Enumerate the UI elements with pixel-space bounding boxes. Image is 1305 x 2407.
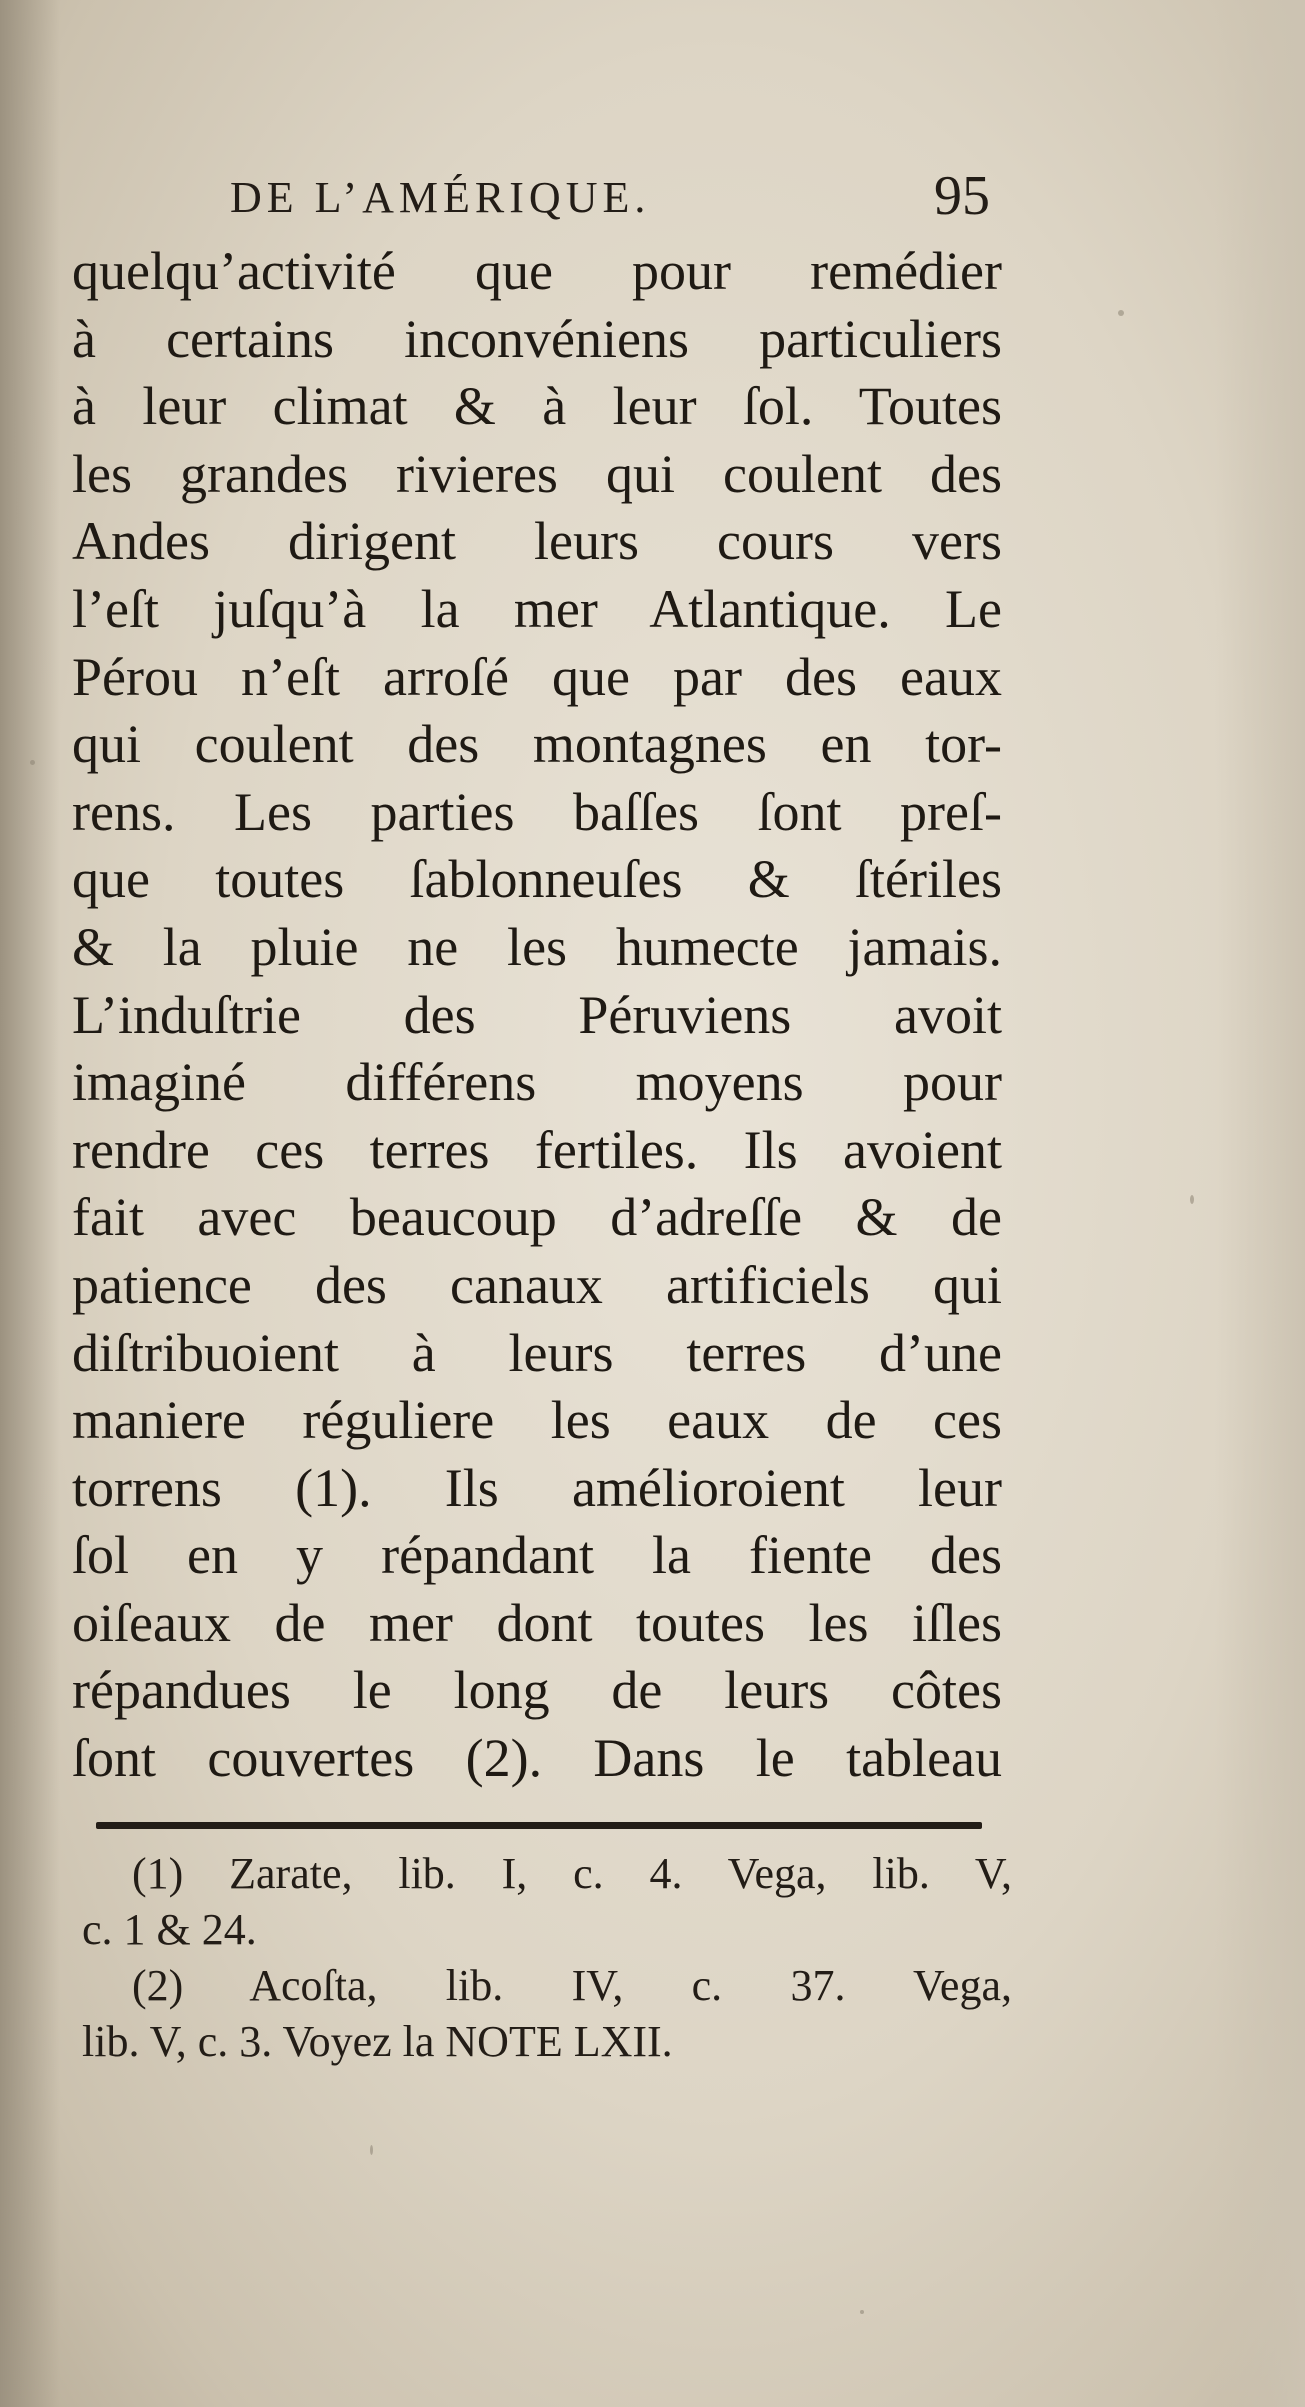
text-line: quelqu’activité que pour remédier [72,241,1002,301]
text-line: rendre ces terres fertiles. Ils avoient [72,1119,1002,1180]
text-line: ſol en y répandant la fiente des [72,1525,1002,1586]
paper-speck [1118,310,1124,316]
body-text [72,238,1002,1793]
text-line: que toutes ſablonneuſes & ſtériles [72,849,1002,910]
text-line: & la pluie ne les humecte jamais. [72,916,1002,977]
paper-speck [1190,1195,1194,1204]
text-line: rens. Les parties baſſes ſont preſ- [72,781,1002,842]
footnote-1-line-1: (1) Zarate, lib. I, c. 4. Vega, lib. V, [132,1849,1012,1898]
footnote-rule [96,1822,982,1829]
text-line: les grandes rivieres qui coulent des [72,443,1002,504]
footnote-2-line-1: (2) Acoſta, lib. IV, c. 37. Vega, [132,1961,1012,2010]
text-line: diſtribuoient à leurs terres d’une [72,1322,1002,1383]
text-line: torrens (1). Ils amélioroient leur [72,1457,1002,1518]
page-number: 95 [934,165,990,227]
text-line: Pérou n’eſt arroſé que par des eaux [72,646,1002,707]
running-title: DE L’AMÉRIQUE. [230,173,651,222]
text-line: à leur climat & à leur ſol. Toutes [72,376,1002,437]
footnote-2-line-2: lib. V, c. 3. Voyez la NOTE LXII. [82,2017,673,2066]
text-line: patience des canaux artificiels qui [72,1254,1002,1315]
paper-speck [860,2310,864,2314]
text-line: à certains inconvéniens particuliers [72,308,1002,369]
text-line: répandues le long de leurs côtes [72,1660,1002,1721]
text-line: imaginé différens moyens pour [72,1052,1002,1113]
text-line: l’eſt juſqu’à la mer Atlantique. Le [72,578,1002,639]
text-line: ſont couvertes (2). Dans le tableau [72,1728,1002,1789]
footnotes [82,1846,1012,2070]
running-head [230,165,990,242]
text-line: maniere réguliere les eaux de ces [72,1390,1002,1451]
text-line: oiſeaux de mer dont toutes les iſles [72,1592,1002,1653]
text-line: L’induſtrie des Péruviens avoit [72,984,1002,1045]
text-line: Andes dirigent leurs cours vers [72,511,1002,572]
paper-speck [370,2145,373,2155]
paper-speck [30,760,35,765]
footnote-1-line-2: c. 1 & 24. [82,1905,257,1954]
text-line: qui coulent des montagnes en tor- [72,714,1002,775]
text-line: fait avec beaucoup d’adreſſe & de [72,1187,1002,1248]
